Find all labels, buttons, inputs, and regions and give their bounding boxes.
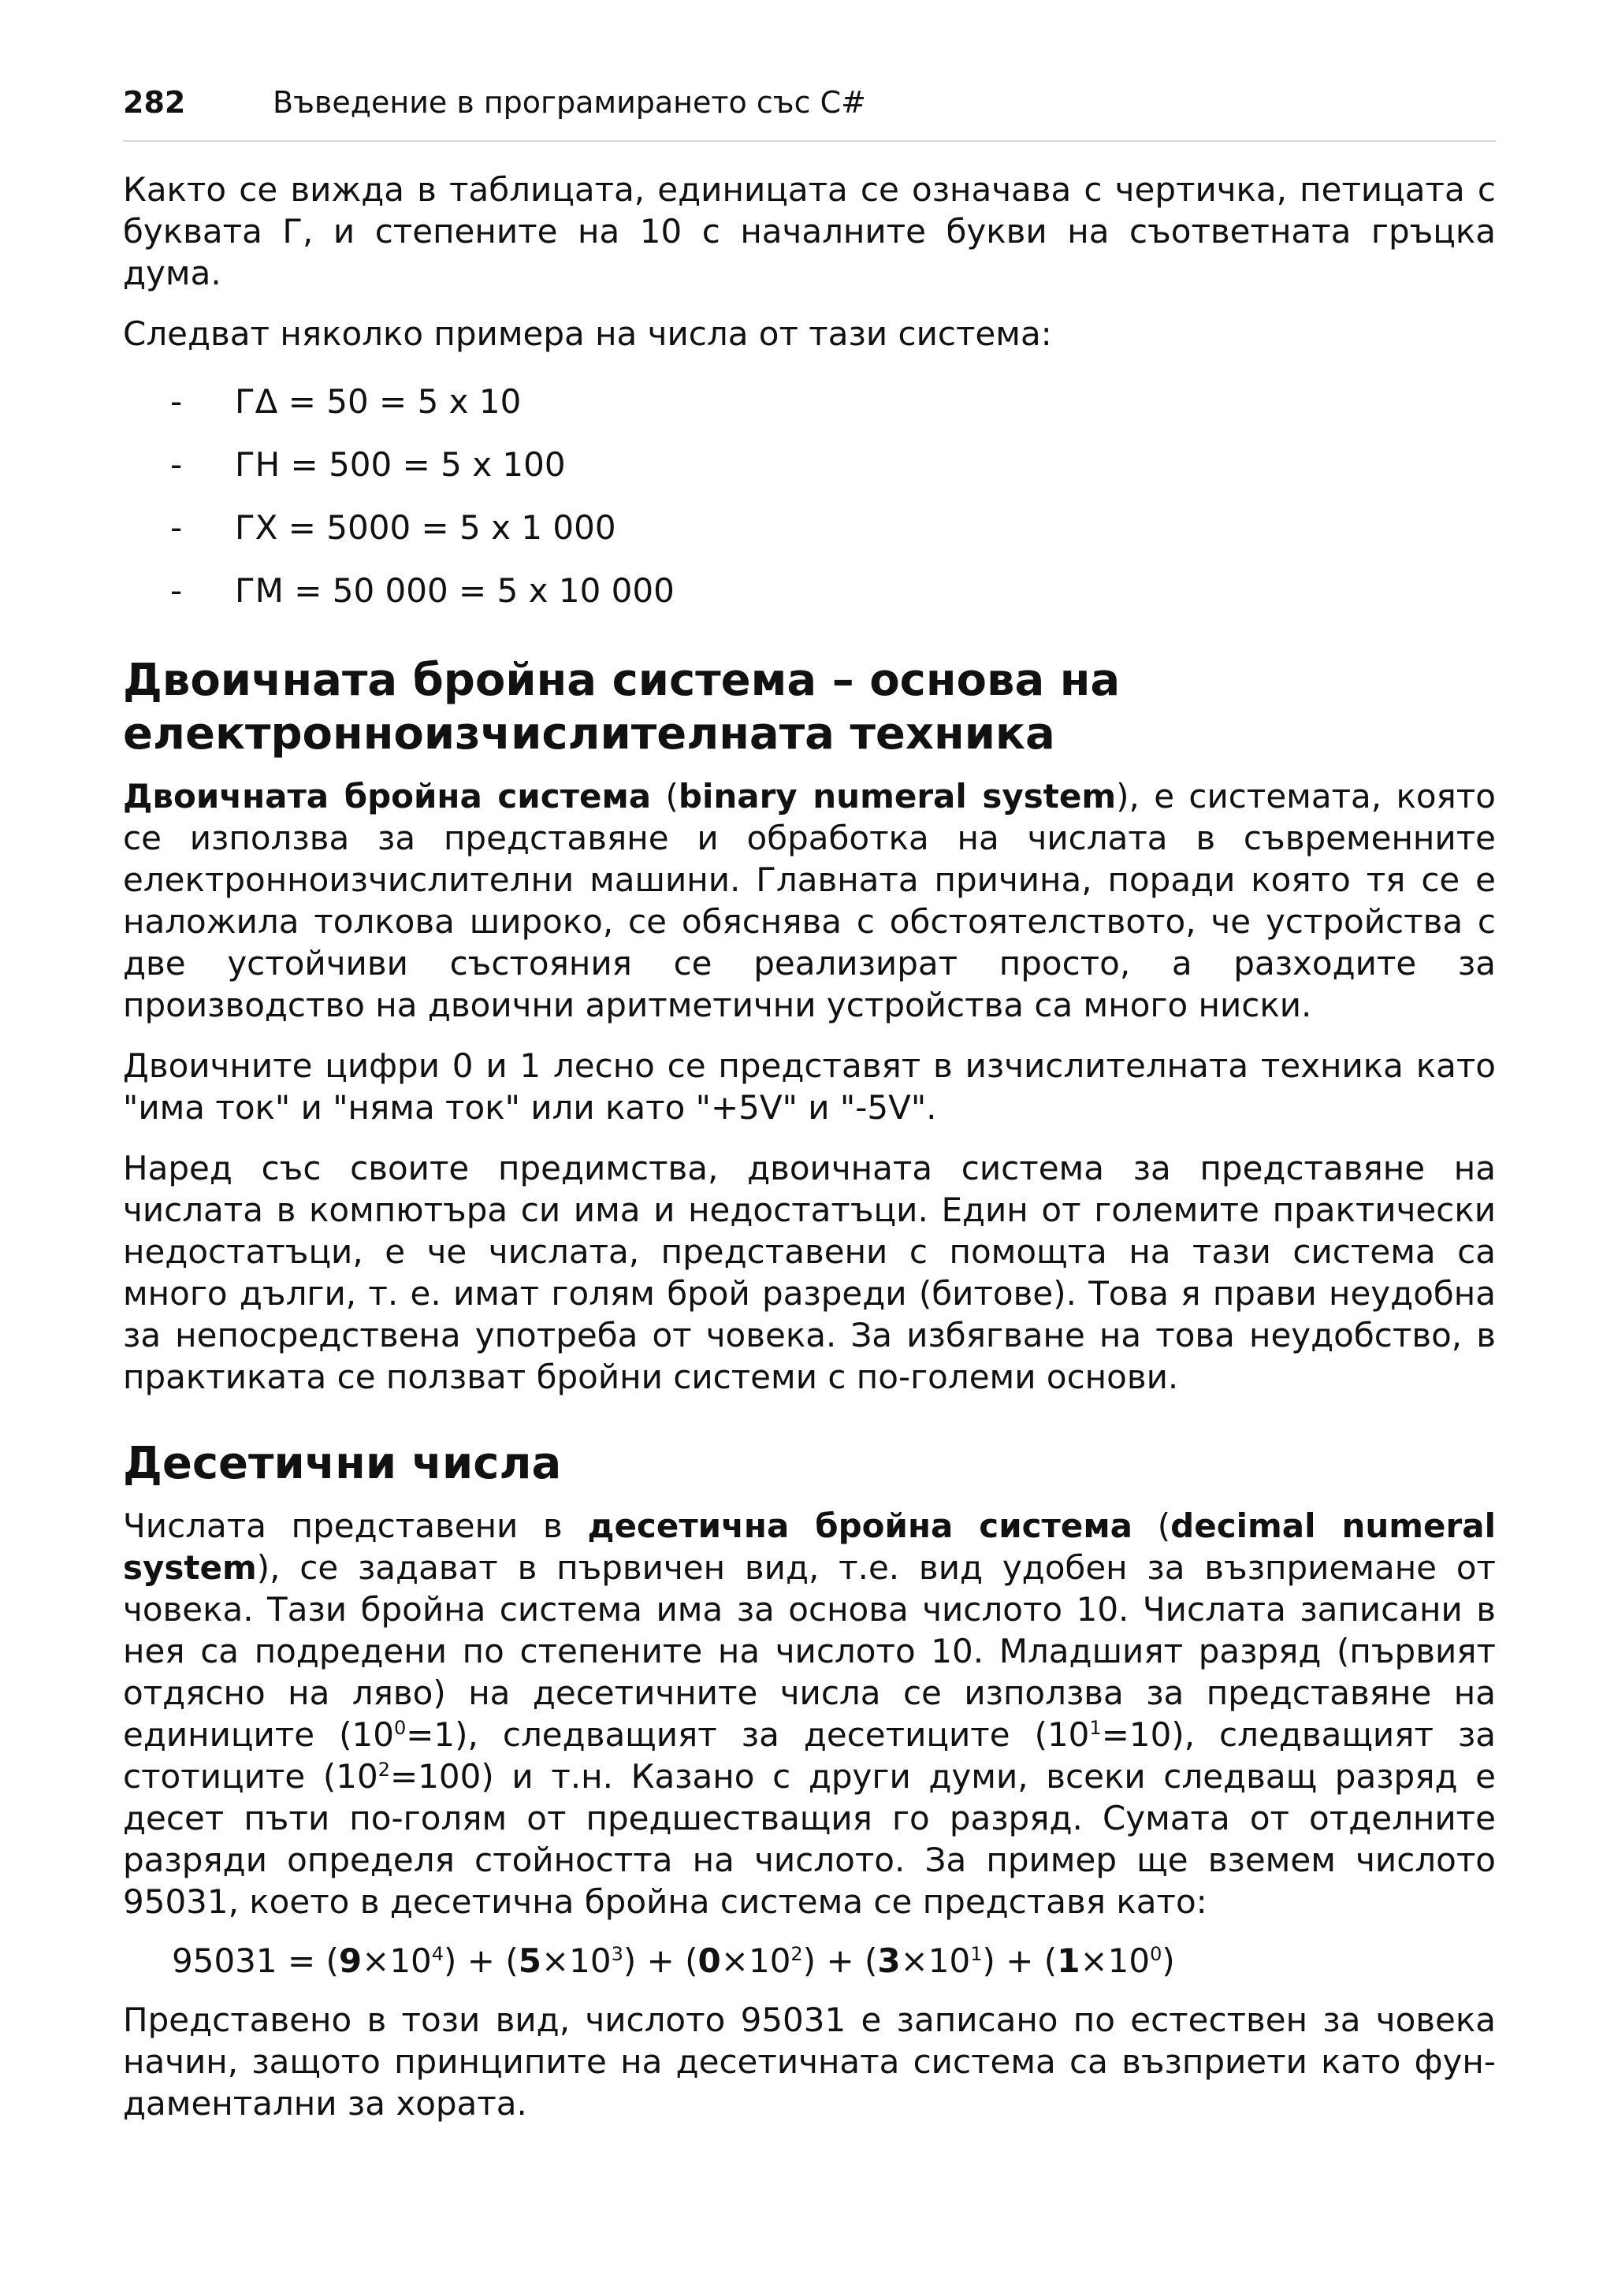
section-heading-binary: Двоичната бройна система – основа на електронноизчислителната техника — [123, 655, 1121, 760]
term-bold: Двоичната бройна система — [123, 777, 652, 815]
superscript: 2 — [377, 1759, 390, 1781]
formula-digit: 5 — [518, 1941, 541, 1980]
term-en-bold: decimal numeral system — [123, 1507, 1496, 1587]
list-dash: - — [170, 508, 183, 547]
binary-paragraph-2: Двоичните цифри 0 и 1 лесно се представят в изчислителната техника като "има ток" и "няма ток" или като "+5V" и "-5V". — [123, 1046, 1496, 1127]
page-content — [123, 169, 1496, 2124]
list-dash: - — [170, 382, 183, 421]
page-number: 282 — [123, 85, 186, 120]
running-title: Въведение в програмирането със C# — [273, 85, 866, 120]
superscript: 1 — [1089, 1717, 1102, 1739]
superscript: 4 — [431, 1943, 444, 1965]
superscript: 0 — [393, 1717, 407, 1739]
list-item: - ГХ = 5000 = 5 x 1 000 — [123, 496, 1496, 559]
list-item: - ГΔ = 50 = 5 x 10 — [123, 370, 1496, 433]
binary-paragraph-3: Наред със своите предимства, двоичната система за представяне на числата в компютъра си има и недостатъци. Един от големите практически недостатъци, е че числата, представени с помощта на тази система са много дълги, т. е. имат голям брой разреди (битове). Това я прави неудобна за непосредствена употреба от човека. За избягване на това неудобство, в практиката се ползват бройни системи с по-големи основи. — [123, 1149, 1496, 1396]
decimal-paragraph-2: Представено в този вид, числото 95031 е записано по естествен за човека начин, защото принципите на десетичната система са възприети като фун-даментални за хората. — [123, 2001, 1496, 2123]
page-header — [123, 79, 1496, 142]
superscript: 3 — [611, 1943, 623, 1965]
superscript: 2 — [790, 1943, 803, 1965]
examples-intro: Следват няколко примера на числа от тази система: — [123, 314, 1052, 353]
list-dash: - — [170, 571, 183, 610]
decimal-formula: $95031 = (9\times 10^4) + (5\times 10^3) + (0\times 10^2) + (3\times 10^1) + (1\times 10^0)$ — [172, 1941, 1175, 1980]
term-bold: десетична бройна система — [587, 1507, 1133, 1545]
formula-digit: 9 — [338, 1941, 363, 1980]
term-en-bold: binary numeral system — [678, 777, 1117, 815]
intro-paragraph: Както се вижда в таблицата, единицата се означава с чертичка, петицата с буквата Г, и степените на 10 с началните букви на съответната гръцка дума. — [123, 170, 1496, 292]
formula-digit: 0 — [697, 1941, 721, 1980]
section-heading-decimal: Десетични числа — [123, 1438, 562, 1489]
list-item: - ГН = 500 = 5 x 100 — [123, 433, 1496, 496]
formula-digit: 1 — [1057, 1941, 1080, 1980]
decimal-paragraph-1: Числата представени в десетична бройна система (decimal numeral system), се задават в първичен вид, т.е. вид удобен за възприемане от човека. Тази бройна система има за основа числото 10. Числата записани в нея са подредени по степените на числото 10. Младшият разряд (първият отдясно на ляво) на десетичните числа се използва за представяне на единиците $(10^0=1)$, следващият за десетиците $(10^1=10)$, следващият за стотиците $(10^2=100)$ и т.н. Казано с други думи, всеки следващ разряд е десет пъти по-голям от предшестващия го разряд. Сумата от отделните разряди определя стойността на числото. За пример ще вземем числото 95031, което в десетична бройна система се представя като: — [123, 1507, 1497, 1921]
superscript: 0 — [1150, 1943, 1162, 1965]
superscript: 1 — [970, 1943, 983, 1965]
binary-paragraph-1: Двоичната бройна система (binary numeral system), е системата, която се използва за представяне и обработка на числата в съвременните електронноизчислителни машини. Главната причина, поради която тя се е наложила толкова широко, се обяснява с обстоятелството, че устройства с две устойчиви състояния се реализират просто, а разходите за производство на двоични аритметични устройства са много ниски. — [123, 777, 1496, 1024]
list-dash: - — [170, 445, 183, 484]
list-item: - ГМ = 50 000 = 5 x 10 000 — [123, 559, 1496, 622]
formula-digit: 3 — [877, 1941, 901, 1980]
examples-list — [123, 370, 1496, 622]
